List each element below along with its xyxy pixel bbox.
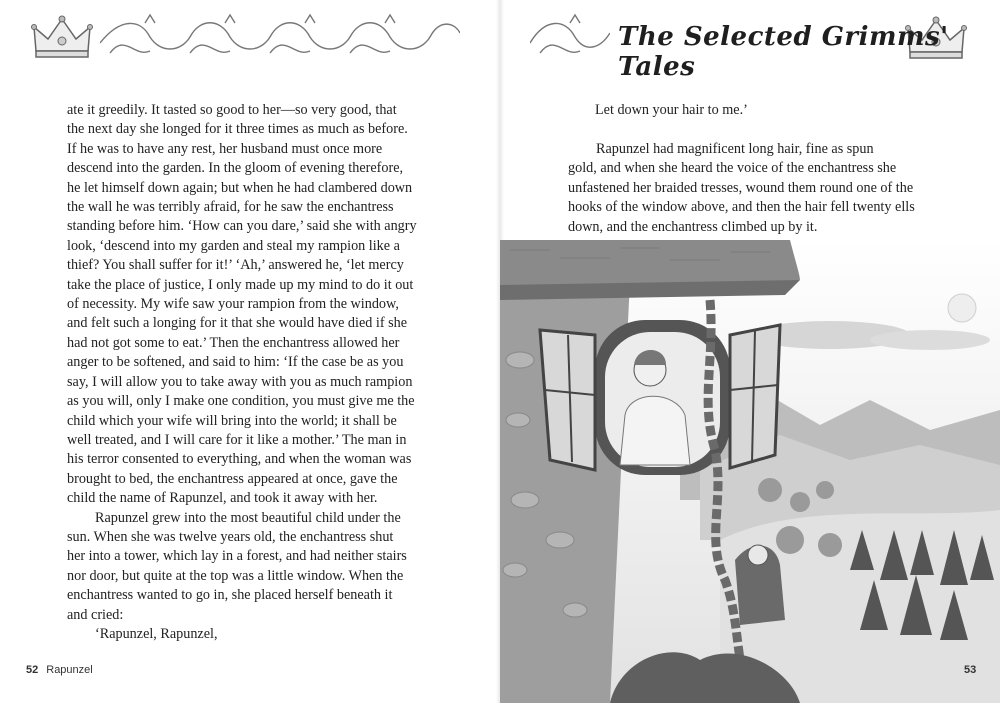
text-line: sun. When she was twelve years old, the enchantress shut	[67, 528, 394, 545]
text-line: enchantress wanted to go in, she placed herself beneath it	[67, 587, 393, 604]
page-number: 52	[26, 664, 39, 676]
text-line: Rapunzel had magnificent long hair, fine as spun	[596, 141, 874, 157]
text-line: take the place of justice, I only made up my mind to do it out	[67, 276, 414, 293]
book-title: The Selected Grimms' Tales	[618, 22, 949, 82]
text-line: gold, and when she heard the voice of the enchantress she	[568, 160, 897, 177]
text-line: descend into the garden. In the gloom of evening therefore,	[67, 160, 404, 177]
text-line: the wall he was terribly afraid, for he saw the enchantress	[67, 199, 394, 216]
text-line: his terror consented to everything, and when the woman was	[67, 451, 412, 468]
text-line: her into a tower, which lay in a forest, and had neither stairs	[67, 548, 407, 565]
right-ornament-row	[530, 8, 610, 66]
left-ornament-row	[30, 8, 460, 66]
text-line: Rapunzel grew into the most beautiful child under the	[95, 509, 401, 526]
text-line: he let himself down again; but when he had clambered down	[67, 179, 413, 196]
flourish-icon	[530, 13, 610, 61]
text-line: ate it greedily. It tasted so good to her—so very good, that	[67, 102, 397, 118]
right-page-text	[568, 140, 915, 237]
text-line: child the name of Rapunzel, and took it away with her.	[67, 490, 378, 507]
flourish-icon	[100, 13, 460, 61]
text-line: and felt such a longing for it that she would have died if she	[67, 315, 408, 332]
text-line: well treated, and I will care for it like a mother.’ The man in	[67, 431, 407, 448]
verse-line: Let down your hair to me.’	[595, 102, 748, 118]
text-line: nor door, but quite at the top was a little window. When the	[67, 567, 404, 584]
text-line: ‘Rapunzel, Rapunzel,	[95, 625, 218, 642]
text-line: of necessity. My wife saw your rampion from the window,	[67, 296, 399, 313]
text-line: hooks of the window above, and then the hair fell twenty ells	[568, 199, 915, 216]
text-line: thief? You shall suffer for it!’ ‘Ah,’ answered he, ‘let mercy	[67, 257, 404, 274]
page-number: 53	[964, 664, 977, 676]
left-folio	[26, 664, 93, 676]
text-line: down, and the enchantress climbed up by it.	[568, 218, 818, 235]
text-line: the next day she longed for it three times as much as before.	[67, 121, 408, 138]
text-line: standing before him. ‘How can you dare,’ said she with angry	[67, 218, 417, 235]
text-line: anger to be softened, and said to him: ‘If the case be as you	[67, 354, 404, 371]
text-line: and cried:	[67, 606, 124, 623]
left-page-text	[67, 101, 437, 644]
text-line: say, I will allow you to take away with you as much rampion	[67, 373, 413, 390]
text-line: If he was to have any rest, her husband must once more	[67, 140, 383, 157]
text-line: child which your wife will bring into the world; it shall be	[67, 412, 397, 429]
text-line: had not got some to eat.’ Then the enchantress allowed her	[67, 334, 400, 351]
text-line: unfastened her braided tresses, wound them round one of the	[568, 179, 914, 196]
text-line: as you will, only I make one condition, you must give me the	[67, 393, 415, 410]
text-line: brought to bed, the enchantress appeared at once, gave the	[67, 470, 398, 487]
rapunzel-tower-illustration	[500, 240, 1000, 703]
crown-icon	[30, 13, 94, 61]
text-line: look, ‘descend into my garden and steal my rampion like a	[67, 237, 400, 254]
running-head: Rapunzel	[46, 664, 93, 676]
